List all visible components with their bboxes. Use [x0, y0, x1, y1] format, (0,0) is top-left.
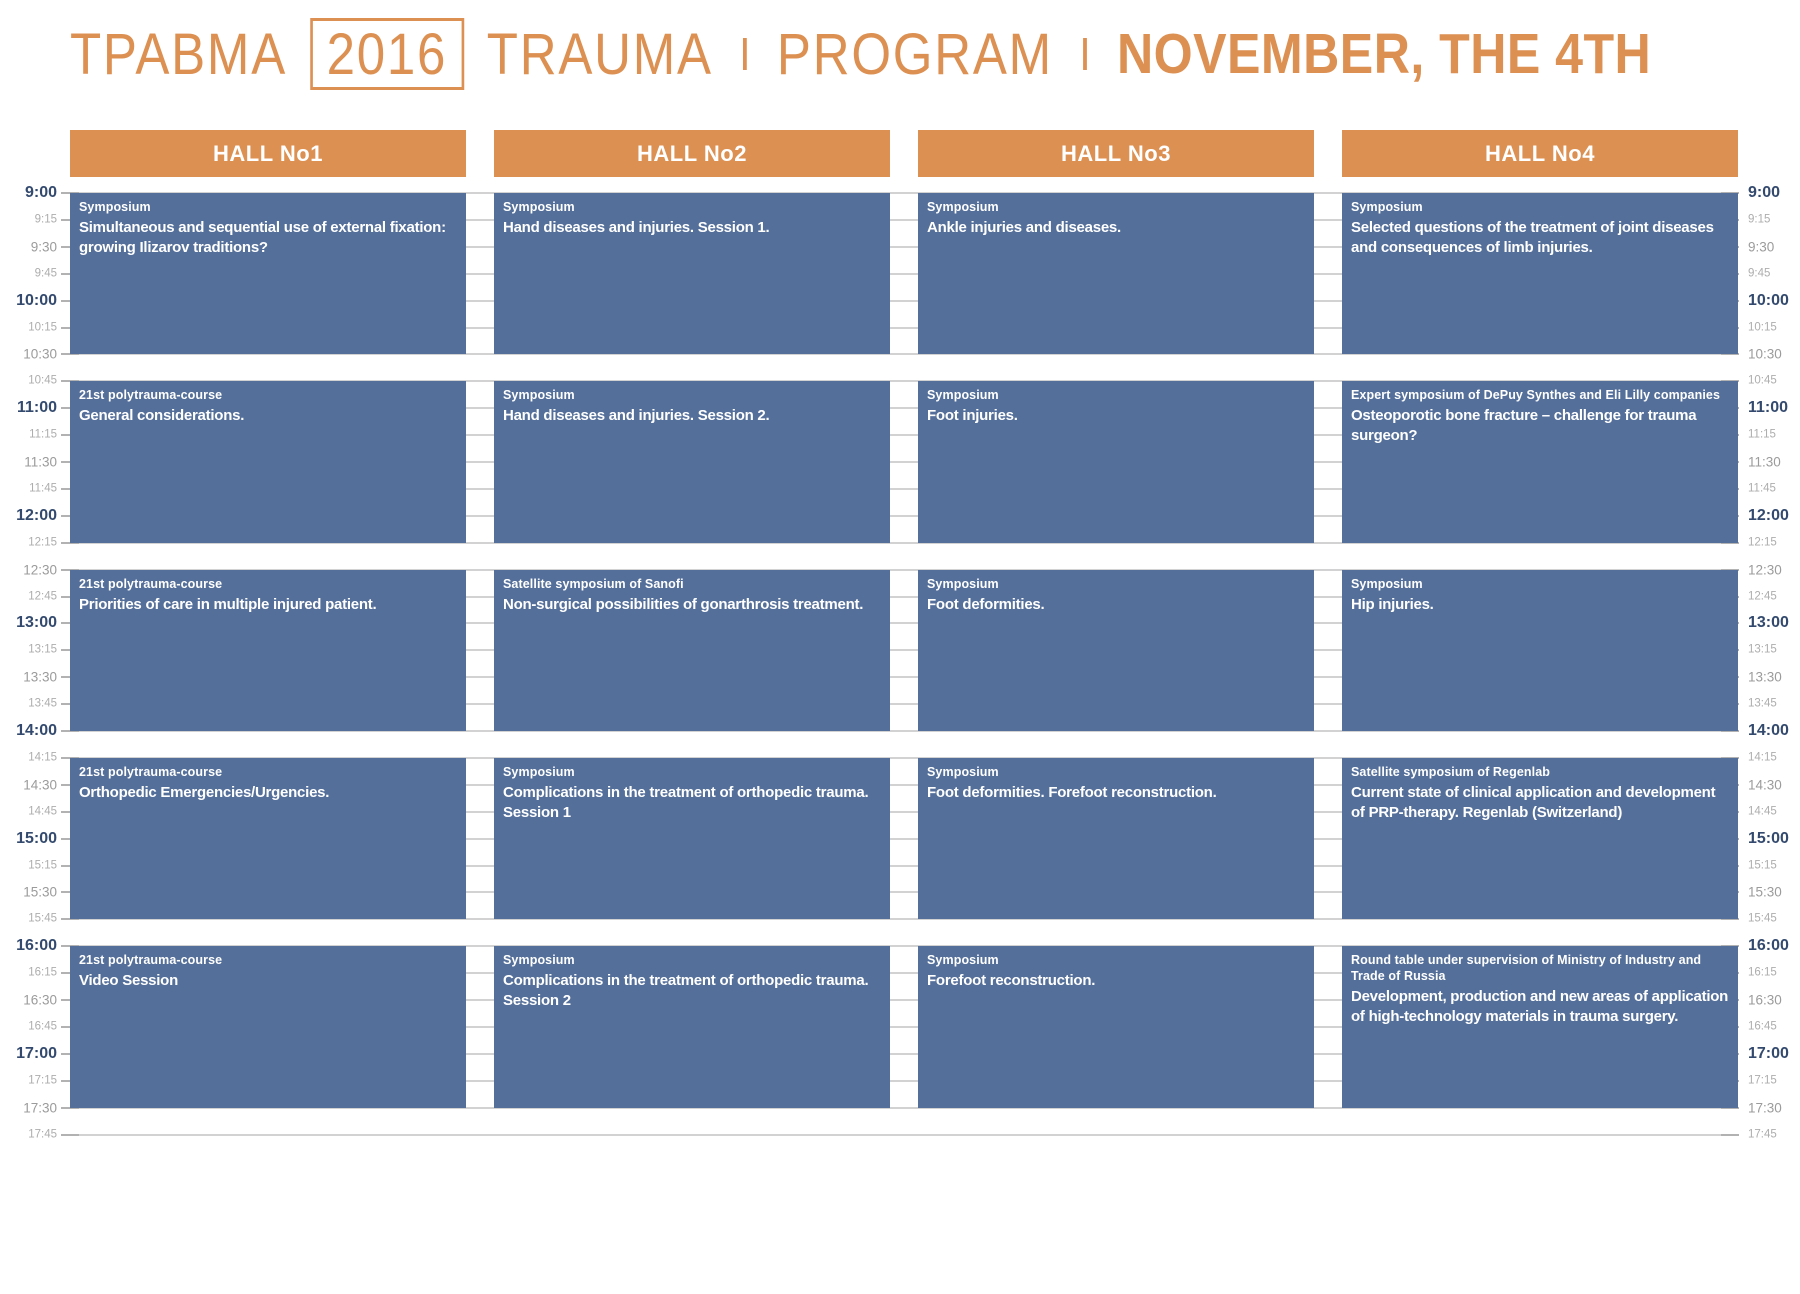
time-label-left: 16:15 — [28, 966, 57, 979]
time-label-left: 14:15 — [28, 751, 57, 764]
event-type: 21st polytrauma-course — [79, 764, 223, 779]
time-label-left: 16:30 — [23, 992, 57, 1008]
time-label-left: 11:15 — [29, 428, 57, 441]
time-label-right: 15:30 — [1748, 884, 1782, 900]
event-title: Complications in the treatment of orthopedic trauma. Session 1 — [503, 783, 869, 821]
event-title: Current state of clinical application and development of PRP-therapy. Regenlab (Switzerland) — [1351, 783, 1716, 821]
event-title: Foot injuries. — [927, 407, 1018, 425]
time-label-left: 13:45 — [28, 697, 57, 710]
hall-header-4: HALL No4 — [1342, 130, 1738, 177]
time-label-right: 10:45 — [1748, 374, 1777, 387]
time-label-right: 11:30 — [1748, 454, 1781, 470]
event-title: Orthopedic Emergencies/Urgencies. — [79, 783, 330, 801]
event-title: Hand diseases and injuries. Session 1. — [503, 219, 770, 236]
time-label-right: 14:00 — [1748, 722, 1789, 739]
time-label-right: 10:30 — [1748, 346, 1782, 362]
event-card — [494, 381, 890, 542]
event-type: Symposium — [927, 764, 999, 779]
time-label-right: 16:45 — [1748, 1020, 1777, 1033]
time-label-right: 16:00 — [1748, 937, 1789, 955]
event-title: Osteoporotic bone fracture – challenge for trauma surgeon? — [1351, 407, 1697, 445]
time-label-left: 12:45 — [28, 589, 57, 602]
time-label-right: 15:45 — [1748, 912, 1777, 925]
event-title: Simultaneous and sequential use of external fixation: growing Ilizarov traditions? — [79, 219, 446, 256]
time-label-right: 12:15 — [1748, 535, 1777, 548]
time-label-right: 17:45 — [1748, 1127, 1777, 1140]
event-card — [1342, 193, 1738, 354]
time-label-left: 10:45 — [28, 374, 57, 387]
time-label-left: 9:00 — [24, 184, 57, 201]
event-card — [1342, 758, 1738, 919]
time-label-right: 16:15 — [1748, 966, 1777, 979]
title-separator: I — [739, 28, 751, 80]
time-label-left: 10:30 — [23, 346, 57, 362]
event-card — [494, 570, 890, 731]
event-type: 21st polytrauma-course — [79, 576, 223, 591]
time-label-right: 10:15 — [1748, 320, 1777, 333]
time-label-right: 12:30 — [1748, 561, 1782, 577]
time-label-right: 16:30 — [1748, 992, 1782, 1008]
event-type: Symposium — [927, 953, 999, 968]
time-label-left: 15:30 — [23, 884, 57, 900]
event-type: Symposium — [503, 200, 575, 214]
event-title: Forefoot reconstruction. — [927, 972, 1096, 990]
time-label-left: 13:00 — [16, 614, 57, 632]
time-label-left: 17:00 — [16, 1044, 57, 1062]
time-label-right: 14:45 — [1748, 804, 1777, 817]
time-label-right: 12:45 — [1748, 589, 1777, 602]
event-type: Expert symposium of DePuy Synthes and Eli Lilly companies — [1351, 388, 1720, 403]
event-card — [918, 193, 1314, 354]
brand-en: TRAUMA — [486, 21, 713, 87]
schedule-row — [0, 381, 1800, 542]
time-label-right: 12:00 — [1748, 506, 1789, 524]
event-title: Foot deformities. — [927, 595, 1045, 613]
time-label-right: 15:15 — [1748, 858, 1777, 871]
time-label-right: 11:15 — [1748, 428, 1776, 441]
event-type: Symposium — [79, 200, 151, 214]
event-title: Development, production and new areas of application of high-technology materials in trauma surgery. — [1351, 988, 1729, 1025]
time-label-left: 15:15 — [28, 858, 57, 871]
time-label-left: 17:15 — [28, 1073, 57, 1086]
time-label-right: 17:30 — [1748, 1099, 1782, 1115]
time-label-right: 10:00 — [1748, 291, 1789, 309]
time-label-left: 10:00 — [16, 291, 57, 309]
time-label-right: 15:00 — [1748, 829, 1789, 847]
event-type: Symposium — [927, 388, 999, 403]
time-label-left: 11:45 — [29, 482, 57, 495]
event-title: Priorities of care in multiple injured patient. — [79, 595, 377, 613]
time-label-right: 14:15 — [1748, 751, 1777, 764]
time-label-left: 14:45 — [28, 804, 57, 817]
tick-mark — [1721, 1134, 1739, 1136]
event-card — [1342, 570, 1738, 731]
event-title: Complications in the treatment of orthopedic trauma. Session 2 — [503, 972, 869, 1009]
time-label-left: 9:45 — [34, 266, 57, 279]
time-label-right: 17:15 — [1748, 1073, 1777, 1086]
event-type: Satellite symposium of Regenlab — [1351, 764, 1550, 779]
event-card — [70, 570, 466, 731]
time-label-left: 14:30 — [23, 777, 57, 793]
year-box: 2016 — [310, 18, 464, 90]
event-card — [70, 381, 466, 542]
title-separator: I — [1079, 28, 1091, 80]
date-label: NOVEMBER, THE 4TH — [1117, 22, 1652, 86]
time-label-right: 17:00 — [1748, 1044, 1789, 1062]
hall-header-3: HALL No3 — [918, 130, 1314, 177]
schedule-row — [0, 758, 1800, 919]
time-label-right: 9:00 — [1748, 184, 1781, 201]
event-card — [918, 758, 1314, 919]
event-type: Symposium — [503, 953, 575, 968]
time-label-right: 9:30 — [1748, 239, 1775, 255]
event-card — [494, 193, 890, 354]
event-title: Non-surgical possibilities of gonarthrosis treatment. — [503, 595, 864, 613]
grid-line — [62, 1134, 1738, 1136]
time-label-right: 9:45 — [1748, 266, 1771, 279]
schedule-row — [0, 193, 1800, 354]
event-type: Symposium — [927, 200, 999, 214]
event-title: Hand diseases and injuries. Session 2. — [503, 407, 770, 425]
event-card — [1342, 381, 1738, 542]
hall-header-2: HALL No2 — [494, 130, 890, 177]
event-type: Symposium — [1351, 576, 1423, 591]
time-label-right: 11:00 — [1748, 399, 1789, 417]
time-label-left: 16:00 — [16, 937, 57, 955]
time-label-left: 11:30 — [24, 454, 57, 470]
event-card — [918, 381, 1314, 542]
time-label-left: 12:00 — [16, 506, 57, 524]
time-label-right: 13:30 — [1748, 669, 1782, 685]
event-title: Selected questions of the treatment of joint diseases and consequences of limb injuries. — [1351, 219, 1714, 256]
time-label-left: 12:30 — [23, 561, 57, 577]
event-card — [70, 758, 466, 919]
event-card — [918, 946, 1314, 1107]
time-label-right: 9:15 — [1748, 213, 1771, 226]
event-title: Video Session — [79, 972, 179, 990]
hall-header-1: HALL No1 — [70, 130, 466, 177]
schedule-row — [0, 946, 1800, 1107]
event-type: Symposium — [503, 764, 575, 779]
brand-ru: ТРАВМА — [70, 21, 288, 87]
time-label-right: 11:45 — [1748, 482, 1776, 495]
event-title: Hip injuries. — [1351, 595, 1434, 613]
time-label-right: 14:30 — [1748, 777, 1782, 793]
event-card — [70, 946, 466, 1107]
time-label-right: 13:00 — [1748, 614, 1789, 632]
time-label-left: 15:00 — [16, 829, 57, 847]
program-label: PROGRAM — [776, 21, 1053, 87]
time-label-right: 13:45 — [1748, 697, 1777, 710]
event-type: 21st polytrauma-course — [79, 953, 223, 968]
event-title: General considerations. — [79, 407, 245, 425]
time-label-left: 10:15 — [28, 320, 57, 333]
event-type: Symposium — [503, 388, 575, 403]
time-label-left: 14:00 — [16, 722, 57, 739]
event-type: Symposium — [1351, 200, 1423, 214]
event-card — [494, 946, 890, 1107]
time-label-left: 17:45 — [28, 1127, 57, 1140]
tick-mark — [61, 1134, 79, 1136]
time-label-left: 11:00 — [16, 399, 57, 417]
time-label-left: 13:15 — [28, 643, 57, 656]
event-title: Foot deformities. Forefoot reconstruction. — [927, 783, 1217, 801]
event-card — [1342, 946, 1738, 1107]
time-label-left: 13:30 — [23, 669, 57, 685]
event-card — [918, 570, 1314, 731]
event-type: Satellite symposium of Sanofi — [503, 576, 684, 591]
event-card — [70, 193, 466, 354]
schedule-row — [0, 570, 1800, 731]
time-label-left: 9:15 — [34, 213, 57, 226]
time-label-left: 12:15 — [28, 535, 57, 548]
time-label-left: 15:45 — [28, 912, 57, 925]
event-card — [494, 758, 890, 919]
time-label-left: 17:30 — [23, 1099, 57, 1115]
time-label-left: 16:45 — [28, 1020, 57, 1033]
event-type: Symposium — [927, 576, 999, 591]
time-label-right: 13:15 — [1748, 643, 1777, 656]
event-type: Round table under supervision of Ministry of Industry and Trade of Russia — [1351, 953, 1702, 984]
event-type: 21st polytrauma-course — [79, 388, 223, 403]
event-title: Ankle injuries and diseases. — [927, 219, 1121, 236]
time-label-left: 9:30 — [30, 239, 57, 255]
